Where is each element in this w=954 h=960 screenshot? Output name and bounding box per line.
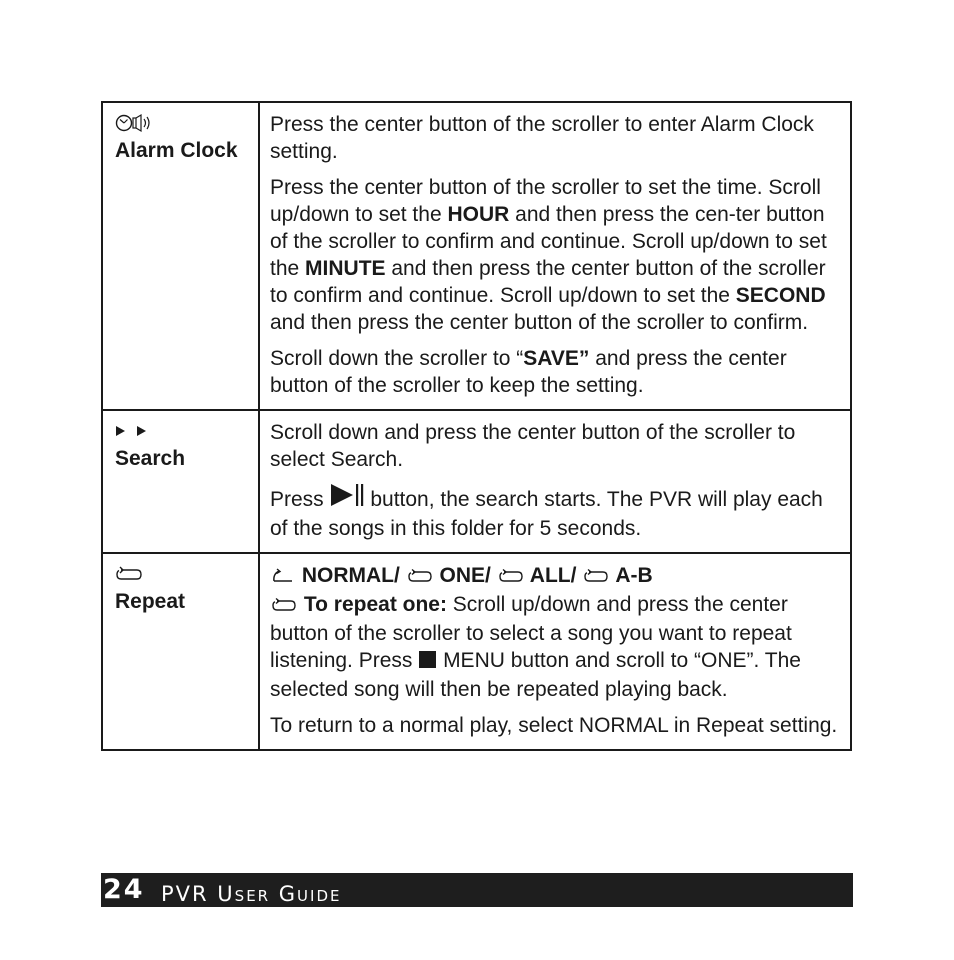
- repeat-ab-icon: [582, 564, 610, 591]
- feature-label-cell: [102, 102, 259, 410]
- repeat-one-icon: [406, 564, 434, 591]
- repeat-icon: [115, 564, 258, 584]
- description-paragraph: Scroll down and press the center button of the scroller to select Search.: [270, 421, 796, 471]
- table-row-alarm-clock: [102, 102, 851, 410]
- feature-label: Repeat: [115, 590, 186, 613]
- feature-description: [259, 553, 851, 750]
- feature-table: [101, 101, 852, 751]
- feature-label: Search: [115, 447, 186, 470]
- description-paragraph: To return to a normal play, select NORMAL in Repeat setting.: [270, 714, 838, 737]
- repeat-all-icon: [497, 564, 525, 591]
- stop-icon: [418, 649, 437, 676]
- normal-mode-icon: [270, 564, 296, 591]
- description-paragraph: Scroll down the scroller to “SAVE” and press the center button of the scroller to keep the setting.: [270, 347, 787, 397]
- guide-title: PVR User Guide: [161, 882, 342, 906]
- description-paragraph: Press the center button of the scroller to enter Alarm Clock setting.: [270, 113, 814, 163]
- table-row-search: [102, 410, 851, 553]
- page-footer: [101, 873, 853, 907]
- description-paragraph: Press the center button of the scroller to set the time. Scroll up/down to set the HOUR and then press the cen-ter button of the scroller to confirm and continue. Scroll up/down to set the MINUTE and then press the center button of the scroller to confirm and continue. Scroll up/down to set the SECOND and then press the center button of the scroller to confirm.: [270, 176, 827, 334]
- feature-label: Alarm Clock: [115, 139, 238, 162]
- fast-forward-icon: [115, 421, 258, 441]
- feature-description: [259, 102, 851, 410]
- feature-label-cell: [102, 410, 259, 553]
- page-number: 24: [103, 874, 145, 905]
- feature-label-cell: [102, 553, 259, 750]
- repeat-modes-line: NORMAL/ ONE/ ALL/ A-B: [270, 562, 838, 591]
- play-pause-icon: [330, 482, 365, 515]
- repeat-one-icon: [270, 593, 298, 620]
- alarm-clock-icon: [115, 113, 258, 133]
- feature-description: [259, 410, 851, 553]
- description-paragraph: Press button, the search starts. The PVR will play each of the songs in this folder for 5 seconds.: [270, 482, 838, 542]
- table-row-repeat: [102, 553, 851, 750]
- description-paragraph: To repeat one: Scroll up/down and press the center button of the scroller to select a song you want to repeat listening. Press MENU button and scroll to “ONE”. The selected song will then be repeated playing back.: [270, 593, 801, 701]
